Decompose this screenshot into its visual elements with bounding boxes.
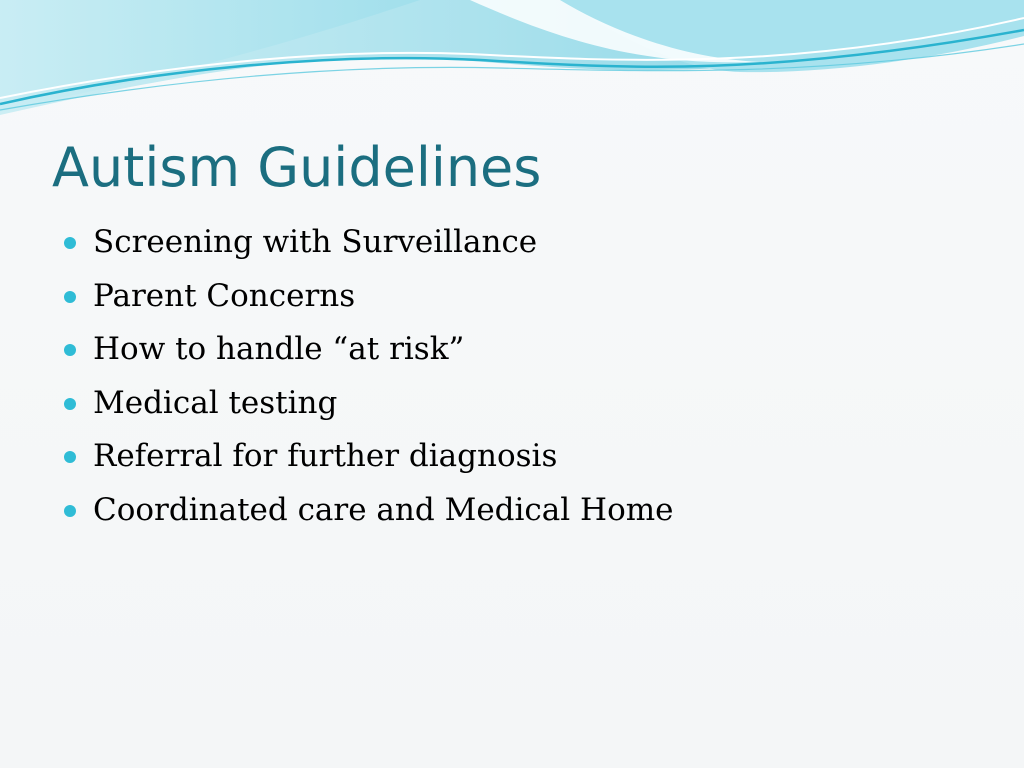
list-item	[64, 484, 673, 538]
bullet-dot-icon	[64, 344, 76, 356]
bullet-text: How to handle “at risk”	[93, 331, 465, 367]
bullet-text: Screening with Surveillance	[93, 224, 538, 260]
bullet-text: Parent Concerns	[93, 277, 356, 314]
list-item	[64, 270, 673, 324]
list-item	[64, 216, 673, 270]
list-item	[64, 377, 673, 431]
slide-title: Autism Guidelines	[52, 136, 542, 199]
bullet-dot-icon	[64, 291, 76, 303]
bullet-dot-icon	[64, 451, 76, 463]
bullet-dot-icon	[64, 237, 76, 249]
bullet-text: Coordinated care and Medical Home	[93, 491, 674, 528]
list-item	[64, 430, 673, 484]
bullet-list	[64, 216, 673, 537]
bullet-dot-icon	[64, 398, 76, 410]
list-item	[64, 323, 673, 377]
bullet-text: Medical testing	[93, 384, 338, 421]
header-wave-decoration	[0, 0, 1024, 130]
bullet-text: Referral for further diagnosis	[93, 438, 558, 474]
bullet-dot-icon	[64, 505, 76, 517]
